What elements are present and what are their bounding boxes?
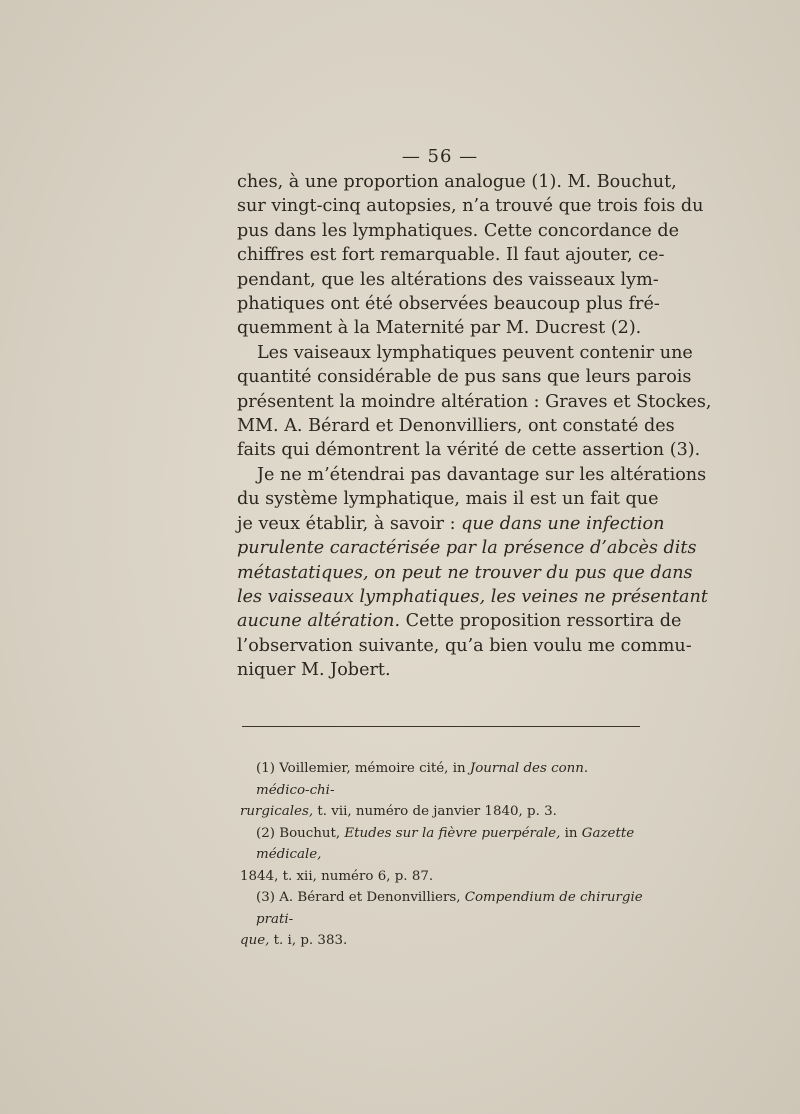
text-line: sur vingt-cinq autopsies, n’a trouvé que trois fois du [237, 196, 704, 217]
text-line [237, 512, 665, 536]
text-line: du système lymphatique, mais il est un fait que [237, 489, 659, 510]
text-line: quemment à la Maternité par M. Ducrest (2). [237, 318, 642, 339]
italic-text: aucune altération. [237, 611, 401, 632]
footnote-1: (1) Voillemier, mémoire cité, in Journal des conn. médico-chi- [256, 761, 589, 798]
italic-line: métastatiques, on peut ne trouver du pus que dans [237, 562, 693, 583]
text-line: pus dans les lymphatiques. Cette concordance de [237, 220, 680, 241]
text-line: MM. A. Bérard et Denonvilliers, ont constaté des [237, 416, 675, 437]
italic-text: que dans une infection [461, 513, 665, 534]
footnote-3-cont: que, t. i, p. 383. [240, 933, 348, 948]
text-line: faits qui démontrent la vérité de cette assertion (3). [237, 440, 701, 461]
footnote-separator [242, 726, 640, 727]
text-line: ches, à une proportion analogue (1). M. Bouchut, [237, 172, 677, 192]
text-line: Les vaiseaux lymphatiques peuvent contenir une [257, 342, 693, 363]
text-segment: je veux établir, à savoir : [237, 513, 462, 534]
text-line: chiffres est fort remarquable. Il faut ajouter, ce- [237, 245, 665, 266]
text-line: phatiques ont été observées beaucoup plus fré- [237, 294, 660, 315]
footnote-2-cont: 1844, t. xii, numéro 6, p. 87. [240, 868, 434, 884]
text-line: Je ne m’étendrai pas davantage sur les altérations [257, 464, 707, 485]
italic-line: purulente caractérisée par la présence d’abcès dits [237, 538, 697, 559]
text-line: quantité considérable de pus sans que leurs parois [237, 367, 692, 388]
text-line: l’observation suivante, qu’a bien voulu me commu- [237, 635, 692, 656]
text-line: présentent la moindre altération : Graves et Stockes, [237, 391, 712, 412]
text-segment: Cette proposition ressortira de [400, 611, 682, 632]
text-line: pendant, que les altérations des vaisseaux lym- [237, 269, 659, 290]
footnotes [240, 758, 645, 952]
text-line: niquer M. Jobert. [237, 660, 391, 681]
body-text [237, 170, 712, 683]
footnote-2: (2) Bouchut, Etudes sur la fièvre puerpérale, in Gazette médicale, [256, 825, 635, 862]
footnote-3: (3) A. Bérard et Denonvilliers, Compendium de chirurgie prati- [256, 890, 643, 927]
footnote-1-cont: rurgicales, t. vii, numéro de janvier 1840, p. 3. [240, 804, 557, 819]
page-number: — 56 — [401, 146, 479, 167]
italic-line: les vaisseaux lymphatiques, les veines ne présentant [237, 586, 708, 607]
text-line [237, 609, 682, 633]
